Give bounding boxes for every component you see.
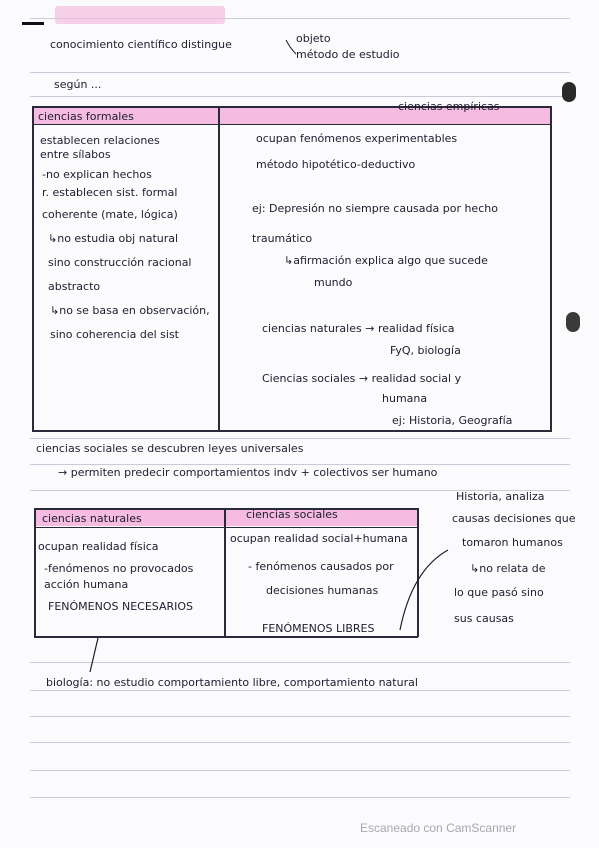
table-cell: ocupan fenómenos experimentables bbox=[256, 132, 458, 145]
table-cell: sino construcción racional bbox=[48, 256, 192, 269]
table-cell: abstracto bbox=[48, 280, 101, 293]
branch-arrow bbox=[286, 40, 296, 54]
table-cell: ej: Depresión no siempre causada por hecho bbox=[252, 202, 498, 215]
note-line: conocimiento científico distingue bbox=[50, 38, 232, 51]
side-note: Historia, analiza bbox=[456, 490, 545, 503]
side-note: lo que pasó sino bbox=[454, 586, 544, 599]
table-header-right: ciencias sociales bbox=[246, 508, 338, 521]
table-cell: método hipotético-deductivo bbox=[256, 158, 416, 171]
table-cell: ocupan realidad física bbox=[38, 540, 159, 553]
table-cell: coherente (mate, lógica) bbox=[42, 208, 178, 221]
table-cell: ocupan realidad social+humana bbox=[230, 532, 408, 545]
note-line: → permiten predecir comportamientos indv + colectivos ser humano bbox=[58, 466, 438, 479]
table-cell: entre sílabos bbox=[40, 148, 111, 161]
table-cell: ↳no se basa en observación, bbox=[50, 304, 210, 317]
table-cell: ciencias naturales → realidad física bbox=[262, 322, 455, 335]
table-cell: - fenómenos causados por bbox=[248, 560, 394, 573]
side-note: tomaron humanos bbox=[462, 536, 563, 549]
table-cell: establecen relaciones bbox=[40, 134, 160, 147]
note-branch: objeto bbox=[296, 32, 331, 45]
note-line: biología: no estudio comportamiento libre, comportamiento natural bbox=[46, 676, 418, 689]
table-cell: traumático bbox=[252, 232, 313, 245]
scanner-watermark: Escaneado con CamScanner bbox=[360, 821, 517, 835]
table-cell: FENÓMENOS LIBRES bbox=[262, 622, 375, 635]
table-cell: ↳no estudia obj natural bbox=[48, 232, 179, 245]
table-header-left: ciencias formales bbox=[38, 110, 134, 123]
note-branch: método de estudio bbox=[296, 48, 400, 61]
side-note: sus causas bbox=[454, 612, 514, 625]
down-arrow bbox=[90, 638, 98, 672]
side-note: ↳no relata de bbox=[470, 562, 546, 575]
table-header-right: ciencias empíricas bbox=[398, 100, 500, 113]
side-note: causas decisiones que bbox=[452, 512, 576, 525]
table-header-left: ciencias naturales bbox=[42, 512, 142, 525]
table-cell: ej: Historia, Geografía bbox=[392, 414, 513, 427]
table-cell: -no explican hechos bbox=[42, 168, 152, 181]
table-cell: r. establecen sist. formal bbox=[42, 186, 178, 199]
table-cell: -fenómenos no provocados bbox=[44, 562, 194, 575]
note-line: según ... bbox=[54, 78, 102, 91]
curved-arrow bbox=[400, 550, 448, 630]
table-cell: acción humana bbox=[44, 578, 129, 591]
table-cell: mundo bbox=[314, 276, 353, 289]
table-cell: FENÓMENOS NECESARIOS bbox=[48, 600, 194, 613]
table-cell: ↳afirmación explica algo que sucede bbox=[284, 254, 488, 267]
table-cell: decisiones humanas bbox=[266, 584, 379, 597]
table-cell: humana bbox=[382, 392, 428, 405]
table-cell: Ciencias sociales → realidad social y bbox=[262, 372, 462, 385]
table-cell: sino coherencia del sist bbox=[50, 328, 179, 341]
table-cell: FyQ, biología bbox=[390, 344, 461, 357]
note-line: ciencias sociales se descubren leyes universales bbox=[36, 442, 304, 455]
